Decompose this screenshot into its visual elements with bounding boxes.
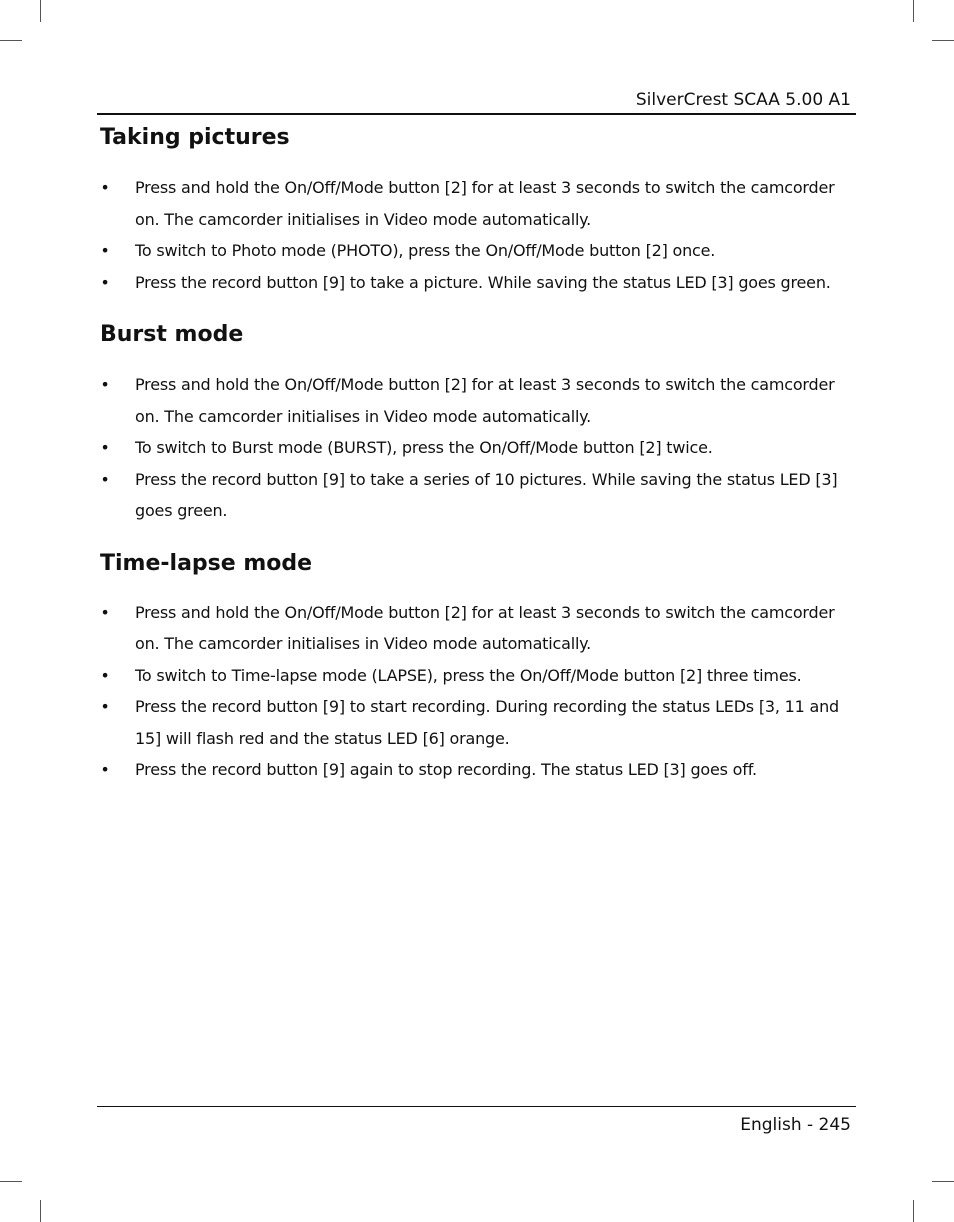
bullet-icon: • — [100, 697, 110, 716]
list-item — [100, 691, 852, 754]
bullet-list — [100, 172, 852, 298]
section-title: Time-lapse mode — [100, 550, 313, 576]
bullet-icon: • — [100, 241, 110, 260]
section-title: Burst mode — [100, 322, 244, 347]
list-item — [100, 432, 852, 464]
list-item — [100, 369, 852, 432]
list-item — [100, 597, 852, 660]
list-item-text: To switch to Burst mode (BURST), press the On/Off/Mode button [2] twice. — [135, 438, 713, 457]
section-title: Taking pictures — [100, 125, 290, 150]
list-item-text: To switch to Time-lapse mode (LAPSE), press the On/Off/Mode button [2] three times. — [135, 665, 802, 685]
bullet-icon: • — [100, 375, 110, 394]
bullet-list — [100, 369, 852, 527]
bullet-icon: • — [100, 665, 110, 685]
crop-mark-bottom-left — [0, 1181, 22, 1182]
list-item-text: Press the record button [9] to start recording. During recording the status LEDs [3, 11 and 15] will flash red and the status LED [6] orange. — [135, 697, 839, 748]
crop-mark-bottom-right — [913, 1200, 914, 1222]
list-item-text: Press the record button [9] to take a series of 10 pictures. While saving the status LED [3] goes green. — [135, 469, 838, 520]
crop-mark-top-left — [0, 40, 22, 41]
list-item-text: Press the record button [9] to take a picture. While saving the status LED [3] goes green. — [135, 272, 831, 292]
list-item-text: Press and hold the On/Off/Mode button [2] for at least 3 seconds to switch the camcorder on. The camcorder initialises in Video mode automatically. — [135, 178, 835, 229]
list-item-text: Press and hold the On/Off/Mode button [2] for at least 3 seconds to switch the camcorder on. The camcorder initialises in Video mode automatically. — [135, 375, 835, 426]
list-item-text: Press the record button [9] again to stop recording. The status LED [3] goes off. — [135, 760, 757, 779]
list-item — [100, 754, 852, 786]
bullet-list — [100, 597, 852, 786]
footer-rule — [97, 1106, 856, 1107]
crop-mark-bottom-right — [932, 1181, 954, 1182]
crop-mark-top-right — [932, 40, 954, 41]
list-item — [100, 235, 852, 267]
section-taking-pictures — [100, 122, 852, 298]
header-rule — [97, 113, 856, 115]
bullet-icon: • — [100, 438, 110, 457]
list-item-text: To switch to Photo mode (PHOTO), press the On/Off/Mode button [2] once. — [135, 241, 716, 260]
bullet-icon: • — [100, 272, 110, 292]
crop-mark-bottom-left — [40, 1200, 41, 1222]
page-number: English - 245 — [740, 1115, 851, 1135]
page-content — [100, 122, 852, 786]
bullet-icon: • — [100, 760, 110, 779]
bullet-icon: • — [100, 469, 110, 489]
list-item — [100, 267, 852, 299]
bullet-icon: • — [100, 602, 110, 622]
section-time-lapse-mode — [100, 548, 852, 786]
crop-mark-top-left — [40, 0, 41, 22]
running-header: SilverCrest SCAA 5.00 A1 — [635, 90, 851, 110]
list-item — [100, 660, 852, 692]
crop-mark-top-right — [913, 0, 914, 22]
list-item — [100, 464, 852, 527]
section-burst-mode — [100, 319, 852, 527]
list-item — [100, 172, 852, 235]
bullet-icon: • — [100, 178, 110, 197]
list-item-text: Press and hold the On/Off/Mode button [2] for at least 3 seconds to switch the camcorder on. The camcorder initialises in Video mode automatically. — [135, 602, 835, 653]
